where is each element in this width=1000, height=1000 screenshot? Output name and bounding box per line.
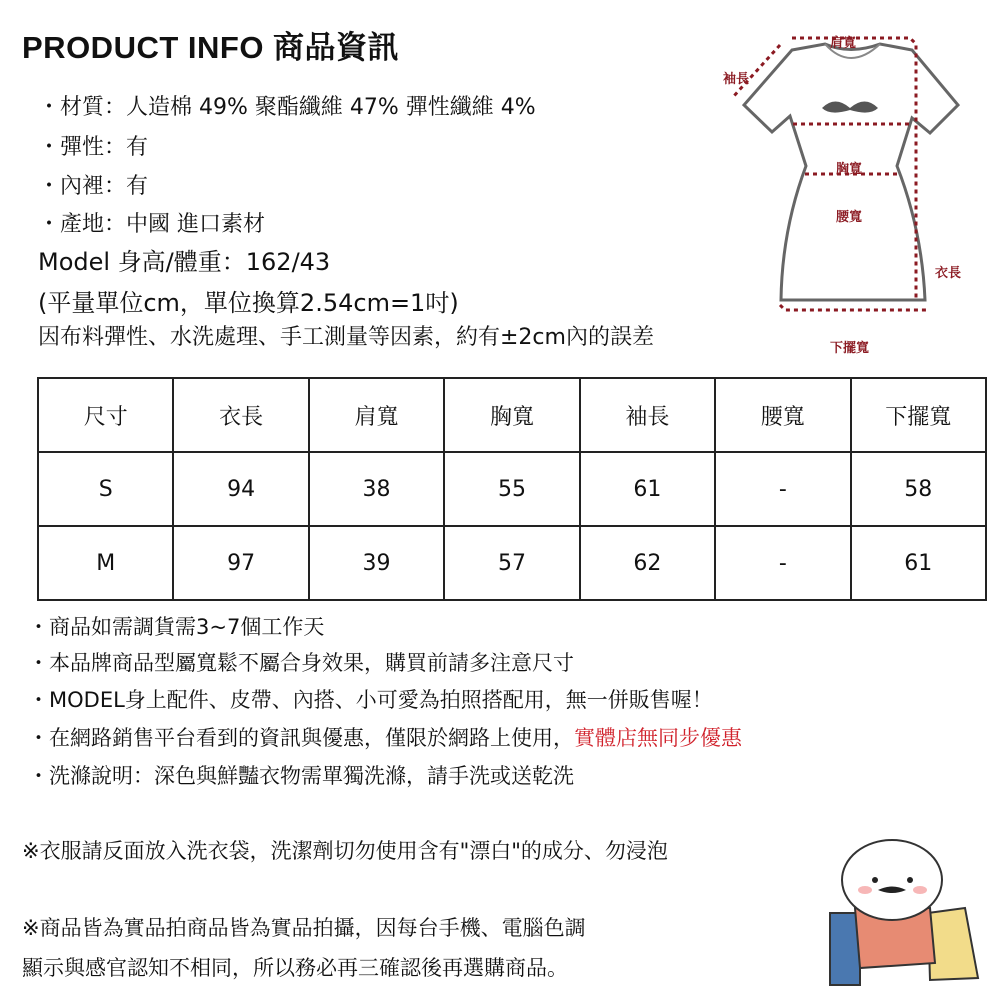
note-online: [28, 722, 742, 752]
label-hem: 下擺寬: [830, 341, 870, 356]
note-fit: ・本品牌商品型屬寬鬆不屬合身效果，購買前請多注意尺寸: [28, 651, 574, 675]
note-accessories: ・MODEL身上配件、皮帶、內搭、小可愛為拍照搭配用，無一併販售喔！: [28, 688, 713, 712]
table-cell: 62: [580, 526, 715, 600]
header-cell: 下擺寬: [851, 378, 987, 452]
note-online-text: ・在網路銷售平台看到的資訊與優惠，僅限於網路上使用，: [28, 726, 574, 750]
header-cell: 衣長: [173, 378, 308, 452]
disclaimer-line-2: 顯示與感官認知不相同，所以務必再三確認後再選購商品。: [22, 956, 568, 980]
spec-lining: ・內裡：有: [38, 174, 149, 199]
spec-elasticity: ・彈性：有: [38, 135, 149, 160]
spec-material: ・材質：人造棉 49% 聚酯纖維 47% 彈性纖維 4%: [38, 95, 536, 120]
washing-warning: ※衣服請反面放入洗衣袋，洗潔劑切勿使用含有"漂白"的成分、勿浸泡: [22, 839, 668, 863]
label-waist: 腰寬: [836, 210, 863, 225]
table-cell: -: [715, 526, 850, 600]
header-cell: 肩寬: [309, 378, 444, 452]
spec-origin: ・產地：中國 進口素材: [38, 212, 265, 237]
label-chest: 胸寬: [836, 162, 863, 177]
error-note: 因布料彈性、水洗處理、手工測量等因素，約有±2cm內的誤差: [38, 325, 654, 350]
table-cell: 61: [851, 526, 987, 600]
disclaimer-line-1: ※商品皆為實品拍商品皆為實品拍攝，因每台手機、電腦色調: [22, 916, 586, 940]
page-title: PRODUCT INFO 商品資訊: [22, 30, 400, 65]
note-washing: ・洗滌說明：深色與鮮豔衣物需單獨洗滌，請手洗或送乾洗: [28, 764, 574, 788]
table-cell: 61: [580, 452, 715, 526]
header-cell: 胸寬: [444, 378, 579, 452]
table-cell: -: [715, 452, 850, 526]
unit-note: (平量單位cm，單位換算2.54cm=1吋): [38, 289, 459, 317]
header-cell: 腰寬: [715, 378, 850, 452]
label-length: 衣長: [935, 266, 962, 281]
table-header-row: [38, 378, 986, 452]
model-info: Model 身高/體重：162/43: [38, 248, 331, 276]
mascot-illustration: [810, 828, 985, 988]
table-cell: S: [38, 452, 173, 526]
label-shoulder: 肩寬: [830, 36, 857, 51]
size-table: [37, 377, 987, 601]
table-cell: M: [38, 526, 173, 600]
table-cell: 38: [309, 452, 444, 526]
header-cell: 尺寸: [38, 378, 173, 452]
table-cell: 94: [173, 452, 308, 526]
table-cell: 39: [309, 526, 444, 600]
note-store-warning: 實體店無同步優惠: [574, 726, 742, 750]
size-diagram: [700, 20, 990, 360]
table-cell: 58: [851, 452, 987, 526]
table-cell: 97: [173, 526, 308, 600]
table-row: [38, 526, 986, 600]
note-restock: ・商品如需調貨需3~7個工作天: [28, 615, 325, 639]
label-sleeve: 袖長: [723, 72, 750, 87]
table-cell: 57: [444, 526, 579, 600]
table-cell: 55: [444, 452, 579, 526]
table-row: [38, 452, 986, 526]
header-cell: 袖長: [580, 378, 715, 452]
